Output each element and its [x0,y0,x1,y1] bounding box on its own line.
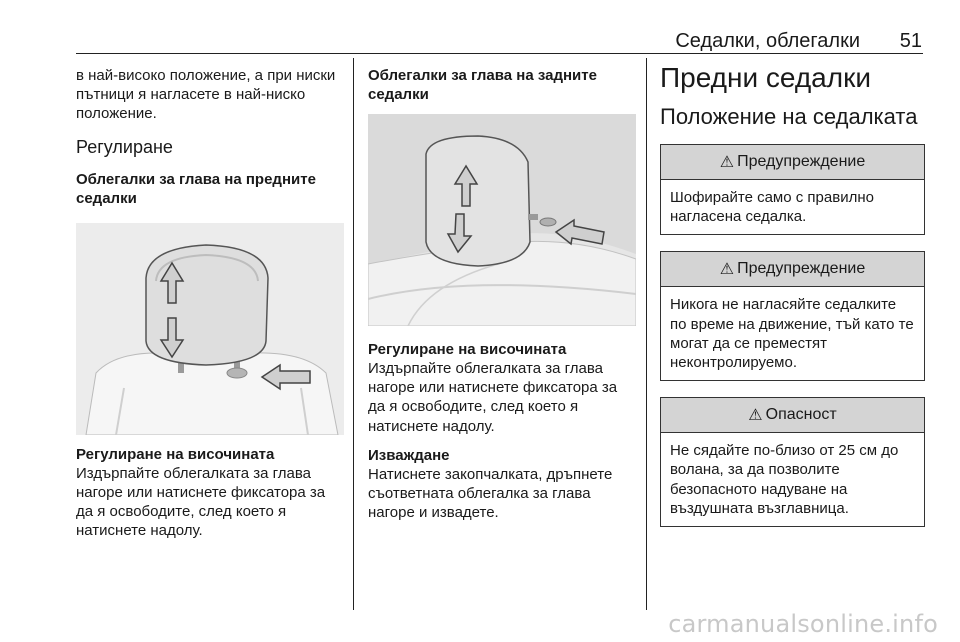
danger-box [660,397,925,527]
warning-box-title: Предупреждение [737,260,866,278]
warning-box-2 [660,251,925,381]
danger-box-title: Опасност [765,406,837,424]
height-adjust-heading-rear: Регулиране на височината [368,341,567,358]
column-2 [368,66,636,522]
warning-triangle-icon: ⚠ [719,261,735,279]
section-title: Предни седалки [660,62,871,93]
warning-triangle-icon: ⚠ [719,154,735,171]
removal-text: Натиснете закопчалката, дръпнете съответната облегалка за глава нагоре и извадете. [368,465,613,522]
header-title: Седалки, облегалки [675,30,860,52]
rear-headrest-illustration [368,114,636,326]
column-divider-right [646,58,647,610]
warning-box-text: Никога не нагласяйте седалките по време на движение, тъй като те могат да се преместят неконтролируемо. [670,296,914,372]
warning-box-1 [660,144,925,235]
warning-box-header [661,252,924,287]
danger-box-text: Не сядайте по-близо от 25 см до волана, за да позволите безопасното надуване на въздушната възглавница. [670,442,899,517]
heading-adjust: Регулиране [76,136,173,157]
column-1 [76,66,344,540]
removal-heading: Изваждане [368,446,450,464]
warning-box-text: Шофирайте само с правилно нагласена седалка. [670,189,874,226]
warning-box-title: Предупреждение [737,153,866,170]
page-number: 51 [899,30,922,52]
warning-triangle-icon: ⚠ [748,407,763,425]
height-adjust-text-rear: Издърпайте облегалката за глава нагоре или натиснете фиксатора за да я освободите, след което я натиснете надолу. [368,360,618,435]
warning-box-header [661,145,924,180]
front-headrest-illustration [76,223,344,435]
subheading-rear-headrests: Облегалки за глава на задните седалки [368,67,597,103]
subsection-title: Положение на седалката [660,104,918,129]
danger-box-header [661,398,924,433]
header-rule [76,53,923,54]
column-3 [660,62,924,527]
watermark: carmanualsonline.info [668,610,938,638]
height-adjust-heading: Регулиране на височината [76,445,275,463]
column-divider-left [353,58,354,610]
height-adjust-text: Издърпайте облегалката за глава нагоре или натиснете фиксатора за да я освободите, след което я натиснете надолу. [76,464,326,540]
subheading-front-headrests: Облегалки за глава на предните седалки [76,170,316,207]
intro-text: в най-високо положение, а при ниски пътници я нагласете в най-ниско положение. [76,67,336,123]
